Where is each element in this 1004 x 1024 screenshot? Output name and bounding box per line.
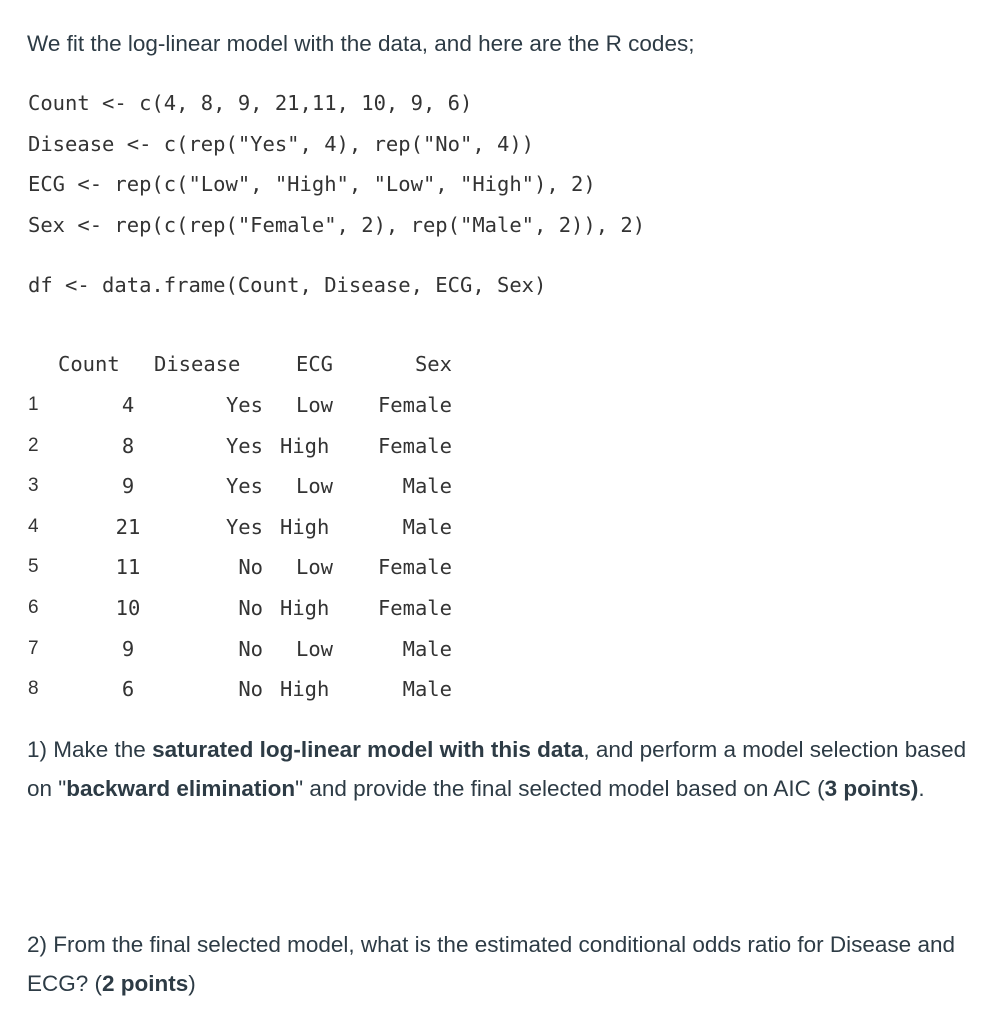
cell-sex: Female — [377, 434, 452, 458]
cell-ecg: High — [280, 677, 330, 701]
row-number: 1 — [28, 394, 39, 415]
cell-count: 21 — [115, 515, 141, 539]
cell-ecg: High — [280, 434, 330, 458]
cell-count: 11 — [115, 555, 141, 579]
header-sex: Sex — [414, 352, 452, 376]
q2-text: ) — [188, 971, 196, 996]
q1-text: 1) Make the — [27, 737, 153, 762]
row-number: 7 — [28, 638, 39, 659]
cell-ecg: Low — [296, 555, 334, 579]
cell-disease: Yes — [225, 393, 263, 417]
row-number: 5 — [28, 556, 39, 577]
cell-sex: Male — [402, 637, 452, 661]
q1-bold-points: 3 points) — [824, 776, 919, 801]
cell-sex: Female — [377, 596, 452, 620]
header-count: Count — [58, 352, 120, 376]
cell-sex: Male — [402, 677, 452, 701]
q2-bold-points: 2 points — [102, 971, 189, 996]
question-2 — [27, 925, 967, 1003]
cell-count: 9 — [121, 637, 135, 661]
q1-text: , and perform a model selection based on " — [27, 737, 967, 801]
cell-disease: Yes — [225, 474, 263, 498]
cell-disease: No — [238, 677, 263, 701]
cell-ecg: Low — [296, 393, 334, 417]
header-ecg: ECG — [296, 352, 334, 376]
cell-sex: Male — [402, 474, 452, 498]
row-number: 4 — [28, 516, 39, 537]
cell-disease: No — [238, 555, 263, 579]
code-line-dataframe: df <- data.frame(Count, Disease, ECG, Sex) — [28, 273, 547, 297]
cell-count: 8 — [121, 434, 135, 458]
cell-disease: Yes — [225, 515, 263, 539]
q1-bold-saturated: saturated log-linear model with this data — [152, 737, 584, 762]
code-line-count: Count <- c(4, 8, 9, 21,11, 10, 9, 6) — [28, 91, 473, 115]
q1-text: " and provide the final selected model based on AIC ( — [295, 776, 825, 801]
cell-count: 9 — [121, 474, 135, 498]
q1-text: . — [918, 776, 925, 801]
code-line-ecg: ECG <- rep(c("Low", "High", "Low", "High"), 2) — [28, 172, 596, 196]
header-disease: Disease — [154, 352, 241, 376]
row-number: 6 — [28, 597, 39, 618]
cell-disease: No — [238, 596, 263, 620]
code-line-disease: Disease <- c(rep("Yes", 4), rep("No", 4)) — [28, 132, 535, 156]
cell-ecg: Low — [296, 637, 334, 661]
cell-sex: Female — [377, 555, 452, 579]
row-number: 3 — [28, 475, 39, 496]
q2-text: 2) From the final selected model, what is the estimated conditional odds ratio for Disease and ECG? ( — [27, 932, 955, 996]
cell-ecg: High — [280, 515, 330, 539]
cell-disease: Yes — [225, 434, 263, 458]
question-1 — [27, 730, 967, 808]
intro-text: We fit the log-linear model with the data, and here are the R codes; — [27, 31, 695, 56]
cell-count: 6 — [121, 677, 135, 701]
cell-count: 4 — [121, 393, 135, 417]
code-line-sex: Sex <- rep(c(rep("Female", 2), rep("Male", 2)), 2) — [28, 213, 646, 237]
row-number: 2 — [28, 435, 39, 456]
cell-sex: Female — [377, 393, 452, 417]
cell-sex: Male — [402, 515, 452, 539]
q1-bold-backward: backward elimination — [66, 776, 296, 801]
cell-disease: No — [238, 637, 263, 661]
cell-count: 10 — [115, 596, 141, 620]
cell-ecg: Low — [296, 474, 334, 498]
cell-ecg: High — [280, 596, 330, 620]
row-number: 8 — [28, 678, 39, 699]
